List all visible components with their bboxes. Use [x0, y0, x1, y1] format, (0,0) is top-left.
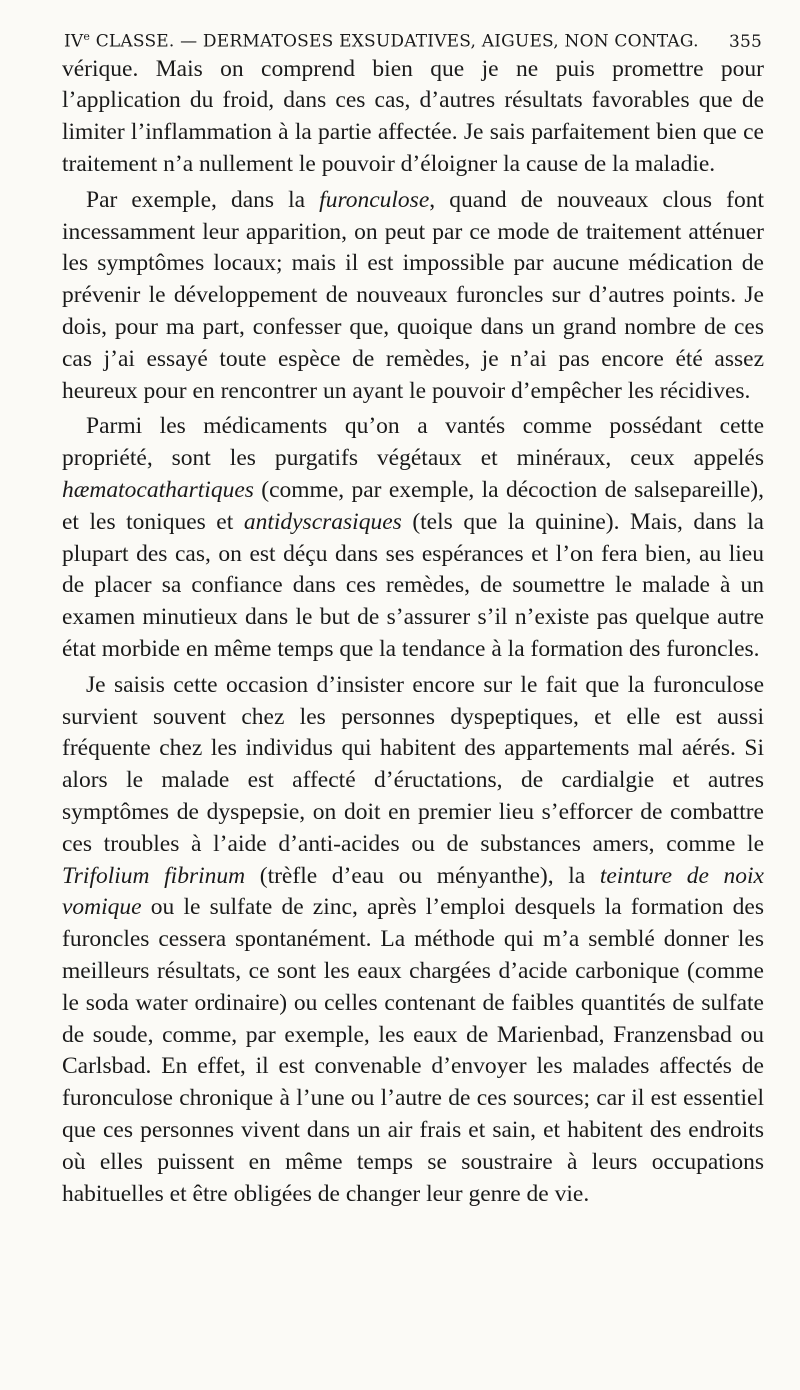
paragraph: Parmi les médicaments qu’on a vantés comme possédant cette propriété, sont les purgatifs végétaux et minéraux, ceux appelés hæmatocathartiques (comme, par exemple, la décoction de salsepareille), et les toniques et antidyscrasiques (tels que la quinine). Mais, dans la plupart des cas, on est déçu dans ses espérances et l’on fera bien, au lieu de placer sa confiance dans ces remèdes, de soumettre le malade à un examen minutieux dans le but de s’assurer s’il n’existe pas quelque autre état morbide en même temps que la tendance à la formation des furoncles.	[62, 413, 764, 662]
running-header	[62, 30, 762, 52]
italic-term: teinture de noix vomique	[62, 862, 764, 921]
italic-term: Trifolium fibrinum	[62, 862, 246, 889]
paragraph: Je saisis cette occasion d’insister encore sur le fait que la furonculose survient souvent chez les personnes dyspeptiques, et elle est aussi fréquente chez les individus qui habitent des appartements mal aérés. Si alors le malade est affecté d’éructations, de cardialgie et autres symptômes de dyspepsie, on doit en premier lieu s’efforcer de combattre ces troubles à l’aide d’anti-acides ou de substances amers, comme le Trifolium fibrinum (trèfle d’eau ou ményanthe), la teinture de noix vomique ou le sulfate de zinc, après l’emploi desquels la formation des furoncles cessera spontanément. La méthode qui m’a semblé donner les meilleurs résultats, ce sont les eaux chargées d’acide carbonique (comme le soda water ordinaire) ou celles contenant de faibles quantités de sulfate de soude, comme, par exemple, les eaux de Marienbad, Franzensbad ou Carlsbad. En effet, il est convenable d’envoyer les malades affectés de furonculose chronique à l’une ou l’autre de ces sources; car il est essentiel que ces personnes vivent dans un air frais et sain, et habitent des endroits où elles puissent en même temps se soustraire à leurs occupations habituelles et être obligées de changer leur genre de vie.	[62, 671, 764, 1207]
italic-term: hæmatocathartiques	[62, 477, 254, 504]
italic-term: furonculose	[319, 186, 430, 213]
italic-term: antidyscrasiques	[243, 508, 402, 535]
body-text	[62, 54, 764, 1211]
paragraph: Par exemple, dans la furonculose, quand de nouveaux clous font incessamment leur apparition, on peut par ce mode de traitement atténuer les symptômes locaux; mais il est impossible par aucune médication de prévenir le développement de nouveaux furoncles sur d’autres points. Je dois, pour ma part, confesser que, quoique dans un grand nombre de ces cas j’ai essayé toute espèce de remèdes, je n’ai pas encore été assez heureux pour en rencontrer un ayant le pouvoir d’empêcher les récidives.	[62, 186, 764, 404]
paragraph-continued: vérique. Mais on comprend bien que je ne puis promettre pour l’application du froid, dans ces cas, d’autres résultats favorables que de limiter l’inflammation à la partie affectée. Je sais parfaitement bien que ce traitement n’a nullement le pouvoir d’éloigner la cause de la maladie.	[62, 55, 764, 178]
chapter-heading: IVe CLASSE. — DERMATOSES EXSUDATIVES, AIGUES, NON CONTAG.	[64, 30, 699, 52]
page-number: 355	[728, 31, 762, 52]
